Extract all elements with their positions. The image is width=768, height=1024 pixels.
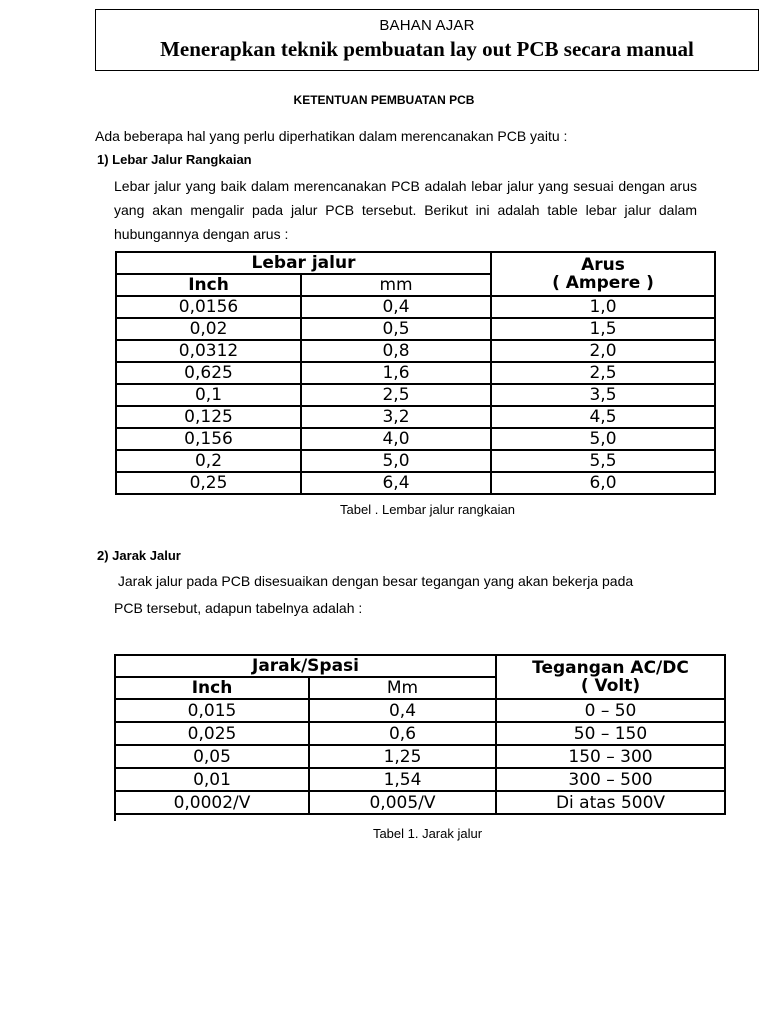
section-title: KETENTUAN PEMBUATAN PCB bbox=[293, 93, 475, 107]
table2-cell: 300 – 500 bbox=[496, 768, 725, 791]
table1-cell: 4,0 bbox=[301, 428, 491, 450]
table1-cell: 0,625 bbox=[116, 362, 301, 384]
table2-col-inch: Inch bbox=[115, 677, 309, 699]
table1-row bbox=[116, 450, 715, 472]
header-title: Menerapkan teknik pembuatan lay out PCB secara manual bbox=[160, 37, 694, 61]
table1-row bbox=[116, 384, 715, 406]
section1-heading: 1) Lebar Jalur Rangkaian bbox=[97, 152, 252, 167]
table1-cell: 1,0 bbox=[491, 296, 715, 318]
table2-cell: 1,25 bbox=[309, 745, 496, 768]
table1-cell: 0,5 bbox=[301, 318, 491, 340]
table1-cell: 0,02 bbox=[116, 318, 301, 340]
table2-row bbox=[115, 791, 725, 814]
table1-cell: 0,2 bbox=[116, 450, 301, 472]
table1-cell: 6,0 bbox=[491, 472, 715, 494]
table1-row bbox=[116, 318, 715, 340]
table1-col-arus-line1: Arus bbox=[581, 255, 625, 275]
table1-cell: 3,5 bbox=[491, 384, 715, 406]
table1-cell: 2,0 bbox=[491, 340, 715, 362]
table1-cell: 0,0312 bbox=[116, 340, 301, 362]
table1-col-arus-line2: ( Ampere ) bbox=[552, 273, 654, 293]
table2-group-header: Jarak/Spasi bbox=[115, 655, 496, 677]
table2-cell: 0,015 bbox=[115, 699, 309, 722]
table2-row bbox=[115, 745, 725, 768]
table1-cell: 0,1 bbox=[116, 384, 301, 406]
table1-cell: 1,5 bbox=[491, 318, 715, 340]
table1-col-mm: mm bbox=[301, 274, 491, 296]
section2-paragraph-line1: Jarak jalur pada PCB disesuaikan dengan besar tegangan yang akan bekerja pada bbox=[114, 573, 634, 589]
table2-cell: 0,025 bbox=[115, 722, 309, 745]
table-jarak-jalur bbox=[114, 654, 726, 815]
table2-cell: 0,4 bbox=[309, 699, 496, 722]
table2-cell: 0,05 bbox=[115, 745, 309, 768]
table2-cell: 50 – 150 bbox=[496, 722, 725, 745]
header-box bbox=[95, 9, 759, 71]
table1-cell: 0,0156 bbox=[116, 296, 301, 318]
header-subtitle: BAHAN AJAR bbox=[379, 17, 475, 34]
table1-row bbox=[116, 406, 715, 428]
table1-row bbox=[116, 472, 715, 494]
table2-cell: 0 – 50 bbox=[496, 699, 725, 722]
table2-caption: Tabel 1. Jarak jalur bbox=[372, 826, 483, 841]
table1-row bbox=[116, 340, 715, 362]
table2-col-mm: Mm bbox=[309, 677, 496, 699]
intro-text: Ada beberapa hal yang perlu diperhatikan dalam merencanakan PCB yaitu : bbox=[95, 128, 568, 144]
table1-cell: 0,8 bbox=[301, 340, 491, 362]
table2-row bbox=[115, 699, 725, 722]
table2-row bbox=[115, 768, 725, 791]
table1-cell: 2,5 bbox=[301, 384, 491, 406]
table1-row bbox=[116, 296, 715, 318]
table1-row bbox=[116, 428, 715, 450]
table1-cell: 4,5 bbox=[491, 406, 715, 428]
table1-row bbox=[116, 362, 715, 384]
table1-cell: 2,5 bbox=[491, 362, 715, 384]
table1-cell: 3,2 bbox=[301, 406, 491, 428]
table1-col-arus bbox=[491, 252, 715, 296]
table1-cell: 0,125 bbox=[116, 406, 301, 428]
section2-paragraph-line2: PCB tersebut, adapun tabelnya adalah : bbox=[114, 600, 363, 616]
table-lebar-jalur bbox=[115, 251, 716, 495]
table2-cell: 150 – 300 bbox=[496, 745, 725, 768]
table1-cell: 5,0 bbox=[491, 428, 715, 450]
table1-group-header: Lebar jalur bbox=[116, 252, 491, 274]
section2-heading: 2) Jarak Jalur bbox=[97, 548, 181, 563]
table1-cell: 5,0 bbox=[301, 450, 491, 472]
table1-cell: 5,5 bbox=[491, 450, 715, 472]
stray-mark bbox=[114, 814, 116, 821]
table2-cell: 0,0002/V bbox=[115, 791, 309, 814]
table1-caption: Tabel . Lembar jalur rangkaian bbox=[340, 502, 515, 517]
table2-cell: Di atas 500V bbox=[496, 791, 725, 814]
table1-cell: 1,6 bbox=[301, 362, 491, 384]
table2-col-tegangan-line1: Tegangan AC/DC bbox=[532, 658, 689, 678]
table2-cell: 0,6 bbox=[309, 722, 496, 745]
table2-cell: 1,54 bbox=[309, 768, 496, 791]
section1-paragraph: Lebar jalur yang baik dalam merencanakan PCB adalah lebar jalur yang sesuai dengan arus yang akan mengalir pada jalur PCB tersebut. Berikut ini adalah table lebar jalur dalam hubungannya dengan arus : bbox=[114, 178, 697, 242]
table1-cell: 0,25 bbox=[116, 472, 301, 494]
table2-cell: 0,01 bbox=[115, 768, 309, 791]
table1-cell: 0,4 bbox=[301, 296, 491, 318]
table1-cell: 6,4 bbox=[301, 472, 491, 494]
table2-col-tegangan bbox=[496, 655, 725, 699]
table1-cell: 0,156 bbox=[116, 428, 301, 450]
table1-col-inch: Inch bbox=[116, 274, 301, 296]
table2-col-tegangan-line2: ( Volt) bbox=[580, 676, 641, 696]
table2-row bbox=[115, 722, 725, 745]
table2-cell: 0,005/V bbox=[309, 791, 496, 814]
